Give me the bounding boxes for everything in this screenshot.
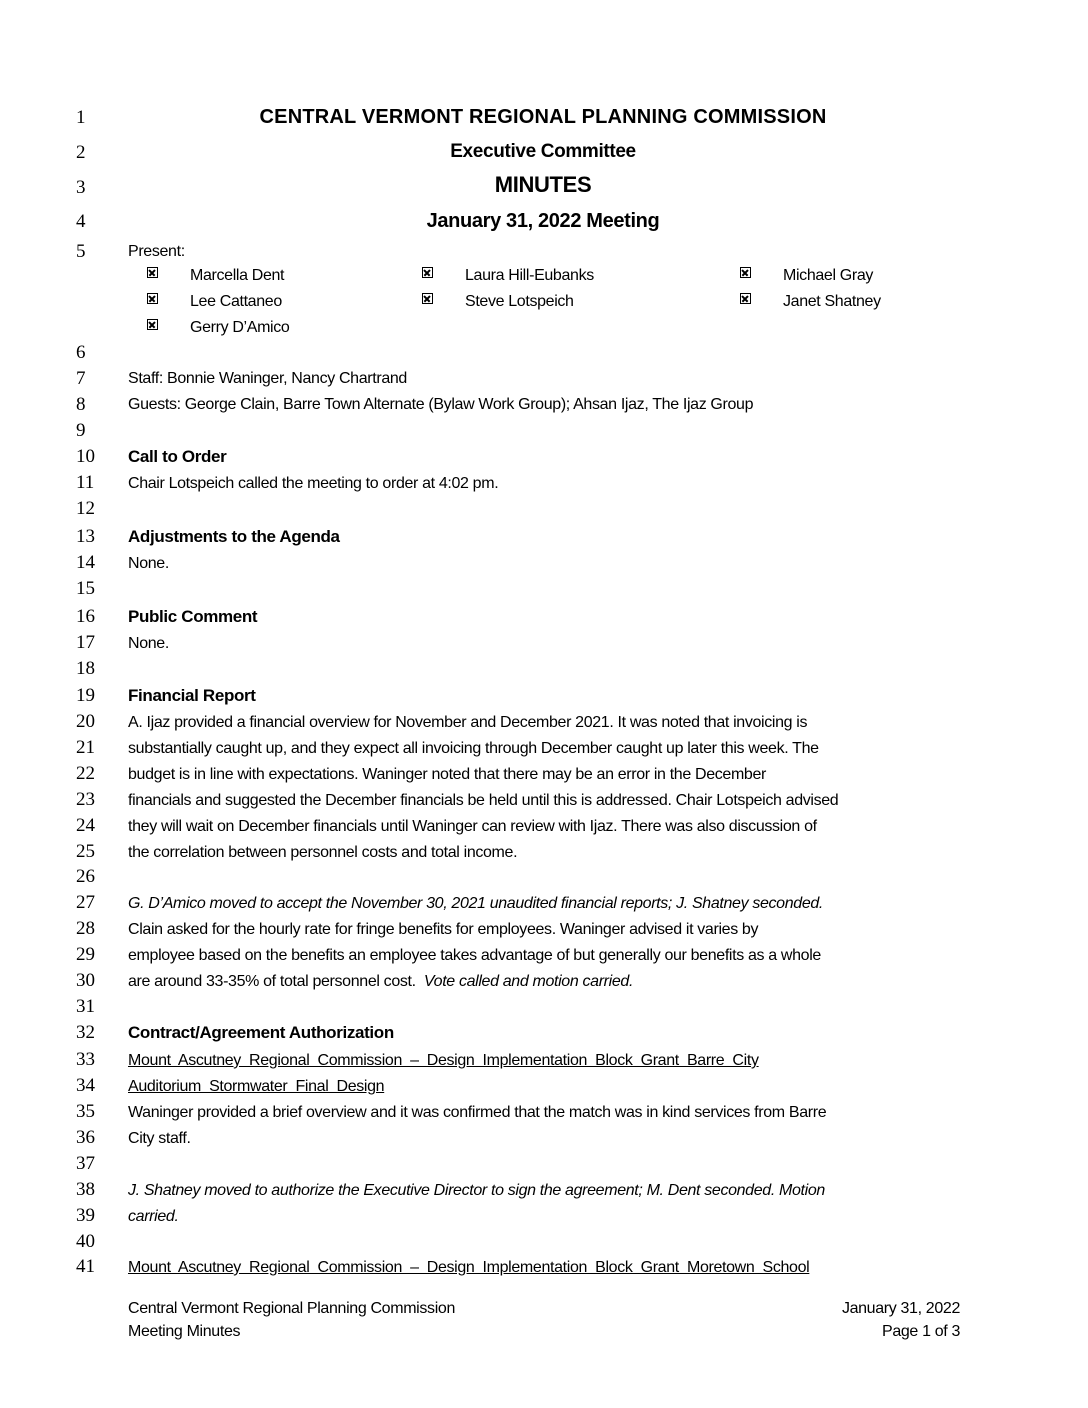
committee-title: Executive Committee [450,141,636,162]
line-number: 16 [76,606,95,627]
checkbox-checked-icon[interactable] [147,319,158,330]
line-number: 34 [76,1075,95,1096]
line-number: 8 [76,394,86,415]
checkbox-checked-icon[interactable] [147,293,158,304]
line-number: 37 [76,1153,95,1174]
line-number: 1 [76,107,86,128]
financial-report-line: they will wait on December financials until Waninger can review with Ijaz. There was also discussion of [128,818,817,835]
contract-item-motion: J. Shatney moved to authorize the Executive Director to sign the agreement; M. Dent seconded. Motion [128,1182,825,1199]
line-number: 32 [76,1022,95,1043]
line-number: 38 [76,1179,95,1200]
doc-title: MINUTES [494,172,592,197]
line-number: 9 [76,420,86,441]
adjustments-text: None. [128,555,169,572]
financial-vote-result: Vote called and motion carried. [423,973,634,990]
line-number: 18 [76,658,95,679]
section-heading-financial-report: Financial Report [128,686,256,705]
line-number: 40 [76,1231,95,1252]
line-number: 12 [76,498,95,519]
line-number: 23 [76,789,95,810]
footer-org: Central Vermont Regional Planning Commission [128,1300,455,1317]
meeting-date-title: January 31, 2022 Meeting [426,210,660,232]
line-number: 6 [76,342,86,363]
line-number: 28 [76,918,95,939]
attendee-name: Janet Shatney [783,293,881,310]
financial-motion: G. D’Amico moved to accept the November 30, 2021 unaudited financial reports; J. Shatney seconded. [128,895,824,912]
line-number: 14 [76,552,95,573]
attendee-name: Gerry D’Amico [190,319,290,336]
financial-report-line: financials and suggested the December financials be held until this is addressed. Chair Lotspeich advised [128,792,839,809]
line-number: 33 [76,1049,95,1070]
attendee-name: Steve Lotspeich [465,293,574,310]
line-number: 7 [76,368,86,389]
checkbox-checked-icon[interactable] [147,267,158,278]
checkbox-checked-icon[interactable] [740,293,751,304]
contract-item-text: City staff. [128,1130,191,1147]
attendee-name: Lee Cattaneo [190,293,282,310]
financial-report-line: budget is in line with expectations. Waninger noted that there may be an error in the December [128,766,766,783]
financial-discussion-line: employee based on the benefits an employee takes advantage of but generally our benefits as a whole [128,947,821,964]
footer-doc-type: Meeting Minutes [128,1323,241,1340]
org-title: CENTRAL VERMONT REGIONAL PLANNING COMMISSION [259,106,827,128]
line-number: 15 [76,578,95,599]
call-to-order-text: Chair Lotspeich called the meeting to order at 4:02 pm. [128,475,499,492]
section-heading-adjustments: Adjustments to the Agenda [128,527,340,546]
line-number: 30 [76,970,95,991]
line-number: 4 [76,211,86,232]
line-number: 24 [76,815,95,836]
line-number: 20 [76,711,95,732]
line-number: 17 [76,632,95,653]
line-number: 13 [76,526,95,547]
attendee-name: Michael Gray [783,267,874,284]
public-comment-text: None. [128,635,169,652]
section-heading-call-to-order: Call to Order [128,447,227,466]
footer-date: January 31, 2022 [841,1300,960,1317]
line-number: 36 [76,1127,95,1148]
checkbox-checked-icon[interactable] [422,293,433,304]
line-number: 21 [76,737,95,758]
line-number: 35 [76,1101,95,1122]
line-number: 39 [76,1205,95,1226]
financial-report-line: the correlation between personnel costs and total income. [128,844,518,861]
line-number: 22 [76,763,95,784]
line-number: 25 [76,841,95,862]
guests-line: Guests: George Clain, Barre Town Alternate (Bylaw Work Group); Ahsan Ijaz, The Ijaz Group [128,396,754,413]
line-number: 5 [76,241,86,262]
line-number: 29 [76,944,95,965]
line-number: 2 [76,142,86,163]
footer-page-number: Page 1 of 3 [882,1323,960,1340]
line-number: 19 [76,685,95,706]
section-heading-contracts: Contract/Agreement Authorization [128,1023,394,1042]
line-number: 26 [76,866,95,887]
contract-item-motion: carried. [128,1208,179,1225]
financial-discussion-line: are around 33-35% of total personnel cost. [128,973,416,990]
financial-discussion-line: Clain asked for the hourly rate for fringe benefits for employees. Waninger advised it varies by [128,921,759,938]
contract-item-title: Mount Ascutney Regional Commission – Design Implementation Block Grant Moretown School [128,1259,810,1276]
section-heading-public-comment: Public Comment [128,607,258,626]
financial-discussion-row [128,972,633,992]
line-number: 31 [76,996,95,1017]
financial-report-line: A. Ijaz provided a financial overview for November and December 2021. It was noted that invoicing is [128,714,808,731]
line-number: 3 [76,177,86,198]
checkbox-checked-icon[interactable] [422,267,433,278]
line-number: 27 [76,892,95,913]
contract-item-title: Mount Ascutney Regional Commission – Design Implementation Block Grant Barre City [128,1052,759,1069]
line-number: 11 [76,472,95,493]
present-label: Present: [128,243,185,260]
line-number: 10 [76,446,95,467]
staff-line: Staff: Bonnie Waninger, Nancy Chartrand [128,370,407,387]
financial-report-line: substantially caught up, and they expect all invoicing through December caught up later this week. The [128,740,819,757]
attendee-name: Laura Hill-Eubanks [465,267,594,284]
line-number: 41 [76,1256,95,1277]
contract-item-title: Auditorium Stormwater Final Design [128,1078,385,1095]
contract-item-text: Waninger provided a brief overview and it was confirmed that the match was in kind services from Barre [128,1104,827,1121]
attendee-name: Marcella Dent [190,267,285,284]
checkbox-checked-icon[interactable] [740,267,751,278]
